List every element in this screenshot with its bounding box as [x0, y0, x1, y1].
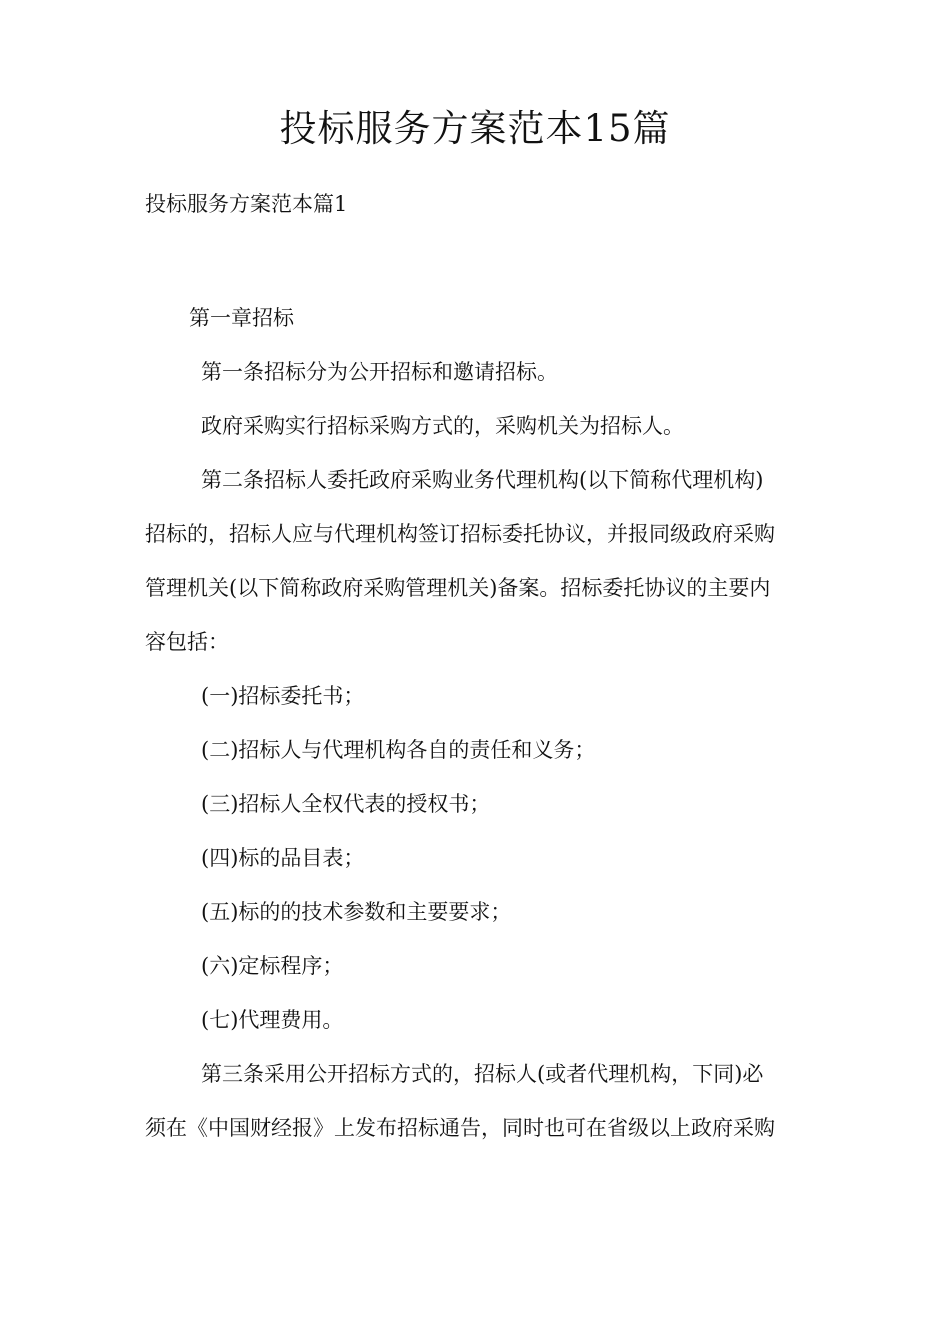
list-item-1: (一)招标委托书；: [201, 684, 365, 708]
paragraph-article-2-line-2: 招标的，招标人应与代理机构签订招标委托协议，并报同级政府采购: [145, 522, 775, 546]
document-body: [145, 301, 810, 1165]
paragraph-article-2-line-3: 管理机关(以下简称政府采购管理机关)备案。招标委托协议的主要内: [145, 576, 771, 600]
paragraph-article-3-line-1: 第三条采用公开招标方式的，招标人(或者代理机构，下同)必: [201, 1062, 764, 1086]
paragraph-article-3-line-2: 须在《中国财经报》上发布招标通告，同时也可在省级以上政府采购: [145, 1116, 775, 1140]
list-item-3: (三)招标人全权代表的授权书；: [201, 792, 491, 816]
list-item-7: (七)代理费用。: [201, 1008, 344, 1032]
list-item-4: (四)标的品目表；: [201, 846, 365, 870]
paragraph-article-1: 第一条招标分为公开招标和邀请招标。: [201, 360, 558, 384]
document-title: 投标服务方案范本15篇: [279, 107, 671, 150]
list-item-6: (六)定标程序；: [201, 954, 344, 978]
list-item-5: (五)标的的技术参数和主要要求；: [201, 900, 512, 924]
section-heading: 投标服务方案范本篇1: [145, 192, 348, 216]
paragraph-article-1b: 政府采购实行招标采购方式的，采购机关为招标人。: [201, 414, 684, 438]
chapter-heading: 第一章招标: [189, 306, 294, 330]
paragraph-article-2-line-1: 第二条招标人委托政府采购业务代理机构(以下简称代理机构): [201, 468, 764, 492]
list-item-2: (二)招标人与代理机构各自的责任和义务；: [201, 738, 596, 762]
paragraph-article-2-line-4: 容包括：: [145, 630, 229, 654]
